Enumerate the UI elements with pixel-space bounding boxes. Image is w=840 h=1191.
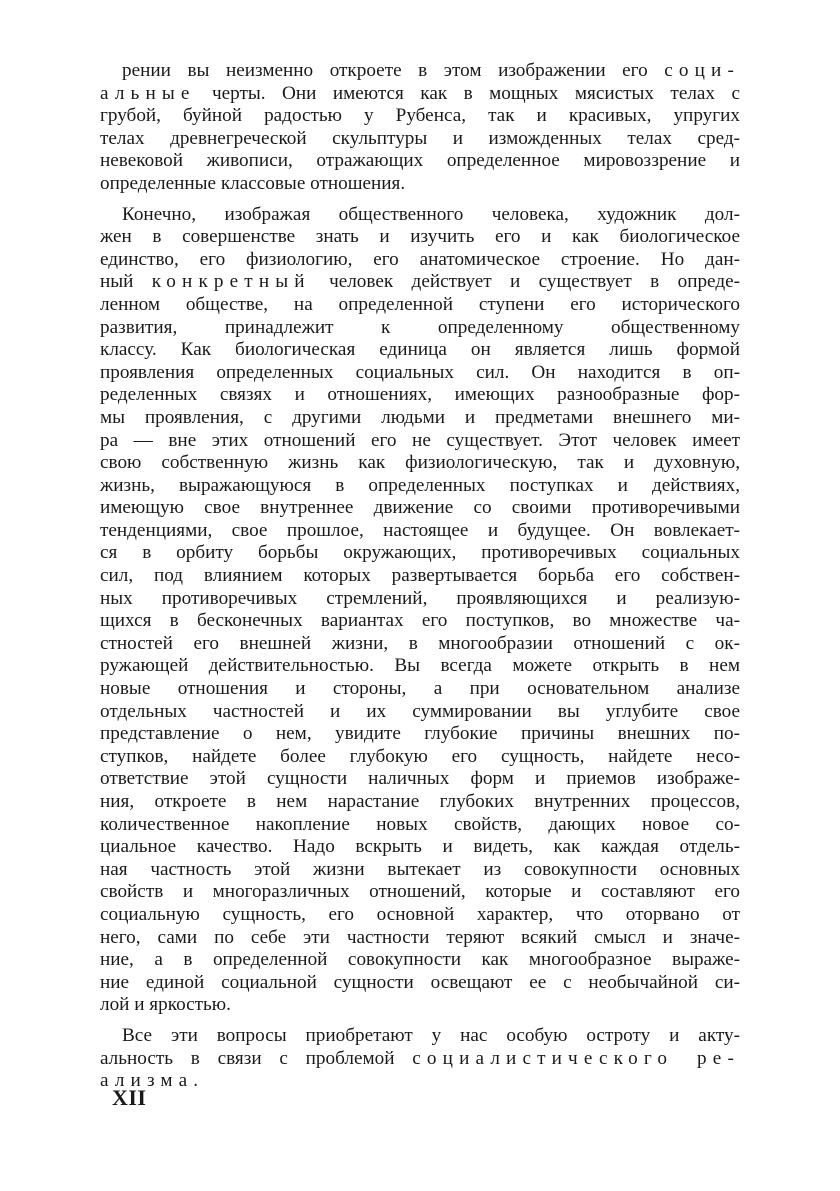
text-line [100,173,740,196]
text-run: тенденциями, свое прошлое, настоящее и будущее. Он вовлекает- [100,519,740,541]
text-run: ние единой социальной сущности освещают ее с необычайной си- [100,971,740,993]
text-line [100,836,740,859]
spaced-emphasis: социалистического ре- [412,1047,740,1069]
text-run: имеющую свое внутреннее движение со своими противоречивыми [100,497,740,519]
text-line [100,60,740,83]
text-line [100,881,740,904]
paragraph [100,204,740,1017]
text-run: сил, под влиянием которых развертывается борьба его собствен- [100,565,740,587]
text-run: свою собственную жизнь как физиологическую, так и духовную, [100,452,740,474]
text-run: него, сами по себе эти частности теряют всякий смысл и значе- [100,926,740,948]
text-line [100,791,740,814]
text-line [100,565,740,588]
text-run: рении вы неизменно откроете в этом изображении его [122,60,665,81]
text-run: новые отношения и стороны, а при основательном анализе [100,678,740,700]
page-number: XII [112,1085,147,1110]
text-line [100,128,740,151]
text-line [100,1048,740,1071]
text-run: развития, принадлежит к определенному общественному [100,316,740,338]
text-line [100,497,740,520]
text-line [100,723,740,746]
text-run: альность в связи с проблемой [100,1047,413,1069]
text-run: ределенных связях и отношениях, имеющих разнообразные фор- [100,384,740,406]
text-run: представление о нем, увидите глубокие причины внешних по- [100,723,740,745]
paragraph [100,60,740,196]
text-run: Конечно, изображая общественного человека, художник дол- [122,203,740,225]
text-line [100,994,740,1017]
text-run: мы проявления, с другими людьми и предметами внешнего ми- [100,406,740,428]
text-line [100,859,740,882]
text-run: жизнь, выражающуюся в определенных поступках и действиях, [100,474,740,496]
text-run: лой и яркостью. [100,994,231,1016]
text-line [100,407,740,430]
text-run: отдельных частностей и их суммировании вы углубите свое [100,700,740,722]
text-run: определенные классовые отношения. [100,172,406,194]
text-line [100,204,740,227]
text-run: ступков, найдете более глубокую его сущность, найдете несо- [100,745,740,767]
text-line [100,83,740,106]
text-line [100,949,740,972]
paragraph-gap [100,196,740,204]
text-run: черты. Они имеются как в мощных мясистых телах с [195,82,740,104]
text-run: ответствие этой сущности наличных форм и приемов изображе- [100,768,740,790]
text-run: щихся в бесконечных вариантах его поступков, во множестве ча- [100,610,740,632]
spaced-emphasis: конкретный [151,271,311,293]
text-run: единство, его физиологию, его анатомическое строение. Но дан- [100,248,740,270]
text-run: количественное накопление новых свойств, дающих новое со- [100,813,740,835]
text-line [100,746,740,769]
text-line [100,475,740,498]
text-line [100,610,740,633]
text-run: Все эти вопросы приобретают у нас особую остроту и акту- [122,1024,740,1046]
text-run: ленном обществе, на определенной ступени его исторического [100,293,740,315]
text-line [100,1025,740,1048]
text-line [100,317,740,340]
text-line [100,768,740,791]
text-line [100,271,740,294]
text-run: грубой, буйной радостью у Рубенса, так и красивых, упругих [100,105,740,127]
text-line [100,814,740,837]
text-line [100,1070,740,1093]
text-run: классу. Как биологическая единица он является лишь формой [100,339,740,361]
text-line [100,520,740,543]
text-run: ся в орбиту борьбы окружающих, противоречивых социальных [100,542,740,564]
text-run: жен в совершенстве знать и изучить его и как биологическое [100,226,740,248]
text-run: циальное качество. Надо вскрыть и видеть, как каждая отдель- [100,836,740,858]
text-line [100,362,740,385]
text-line [100,927,740,950]
text-line [100,904,740,927]
spaced-emphasis: альные [100,82,196,104]
text-line [100,430,740,453]
text-line [100,294,740,317]
text-line [100,339,740,362]
text-line [100,452,740,475]
text-run: ных противоречивых стремлений, проявляющихся и реализую- [100,587,740,609]
text-line [100,678,740,701]
text-line [100,588,740,611]
text-line [100,701,740,724]
text-run: ная частность этой жизни вытекает из совокупности основных [100,858,740,880]
text-run: ружающей действительностью. Вы всегда можете открыть в нем [100,655,740,677]
text-line [100,249,740,272]
text-line [100,150,740,173]
text-line [100,384,740,407]
spaced-emphasis: ализма. [100,1070,205,1092]
text-line [100,655,740,678]
text-run: проявления определенных социальных сил. Он находится в оп- [100,361,740,383]
text-line [100,972,740,995]
text-run: стностей его внешней жизни, в многообразии отношений с ок- [100,632,740,654]
text-run: человек действует и существует в опреде- [310,271,740,293]
text-line [100,226,740,249]
text-run: невековой живописи, отражающих определенное мировоззрение и [100,150,740,172]
text-line [100,633,740,656]
paragraph-gap [100,1017,740,1025]
text-run: ра — вне этих отношений его не существует. Этот человек имеет [100,429,740,451]
text-run: свойств и многоразличных отношений, которые и составляют его [100,881,740,903]
text-line [100,542,740,565]
text-run: ния, откроете в нем нарастание глубоких внутренних процессов, [100,791,740,812]
text-line [100,105,740,128]
text-run: ние, а в определенной совокупности как многообразное выраже- [100,949,740,971]
body-text [100,60,740,1093]
text-run: ный [100,271,152,293]
text-run: телах древнегреческой скульптуры и изможденных телах сред- [100,127,740,149]
text-run: социальную сущность, его основной характер, что оторвано от [100,903,740,925]
spaced-emphasis: соци- [664,60,740,81]
paragraph [100,1025,740,1093]
